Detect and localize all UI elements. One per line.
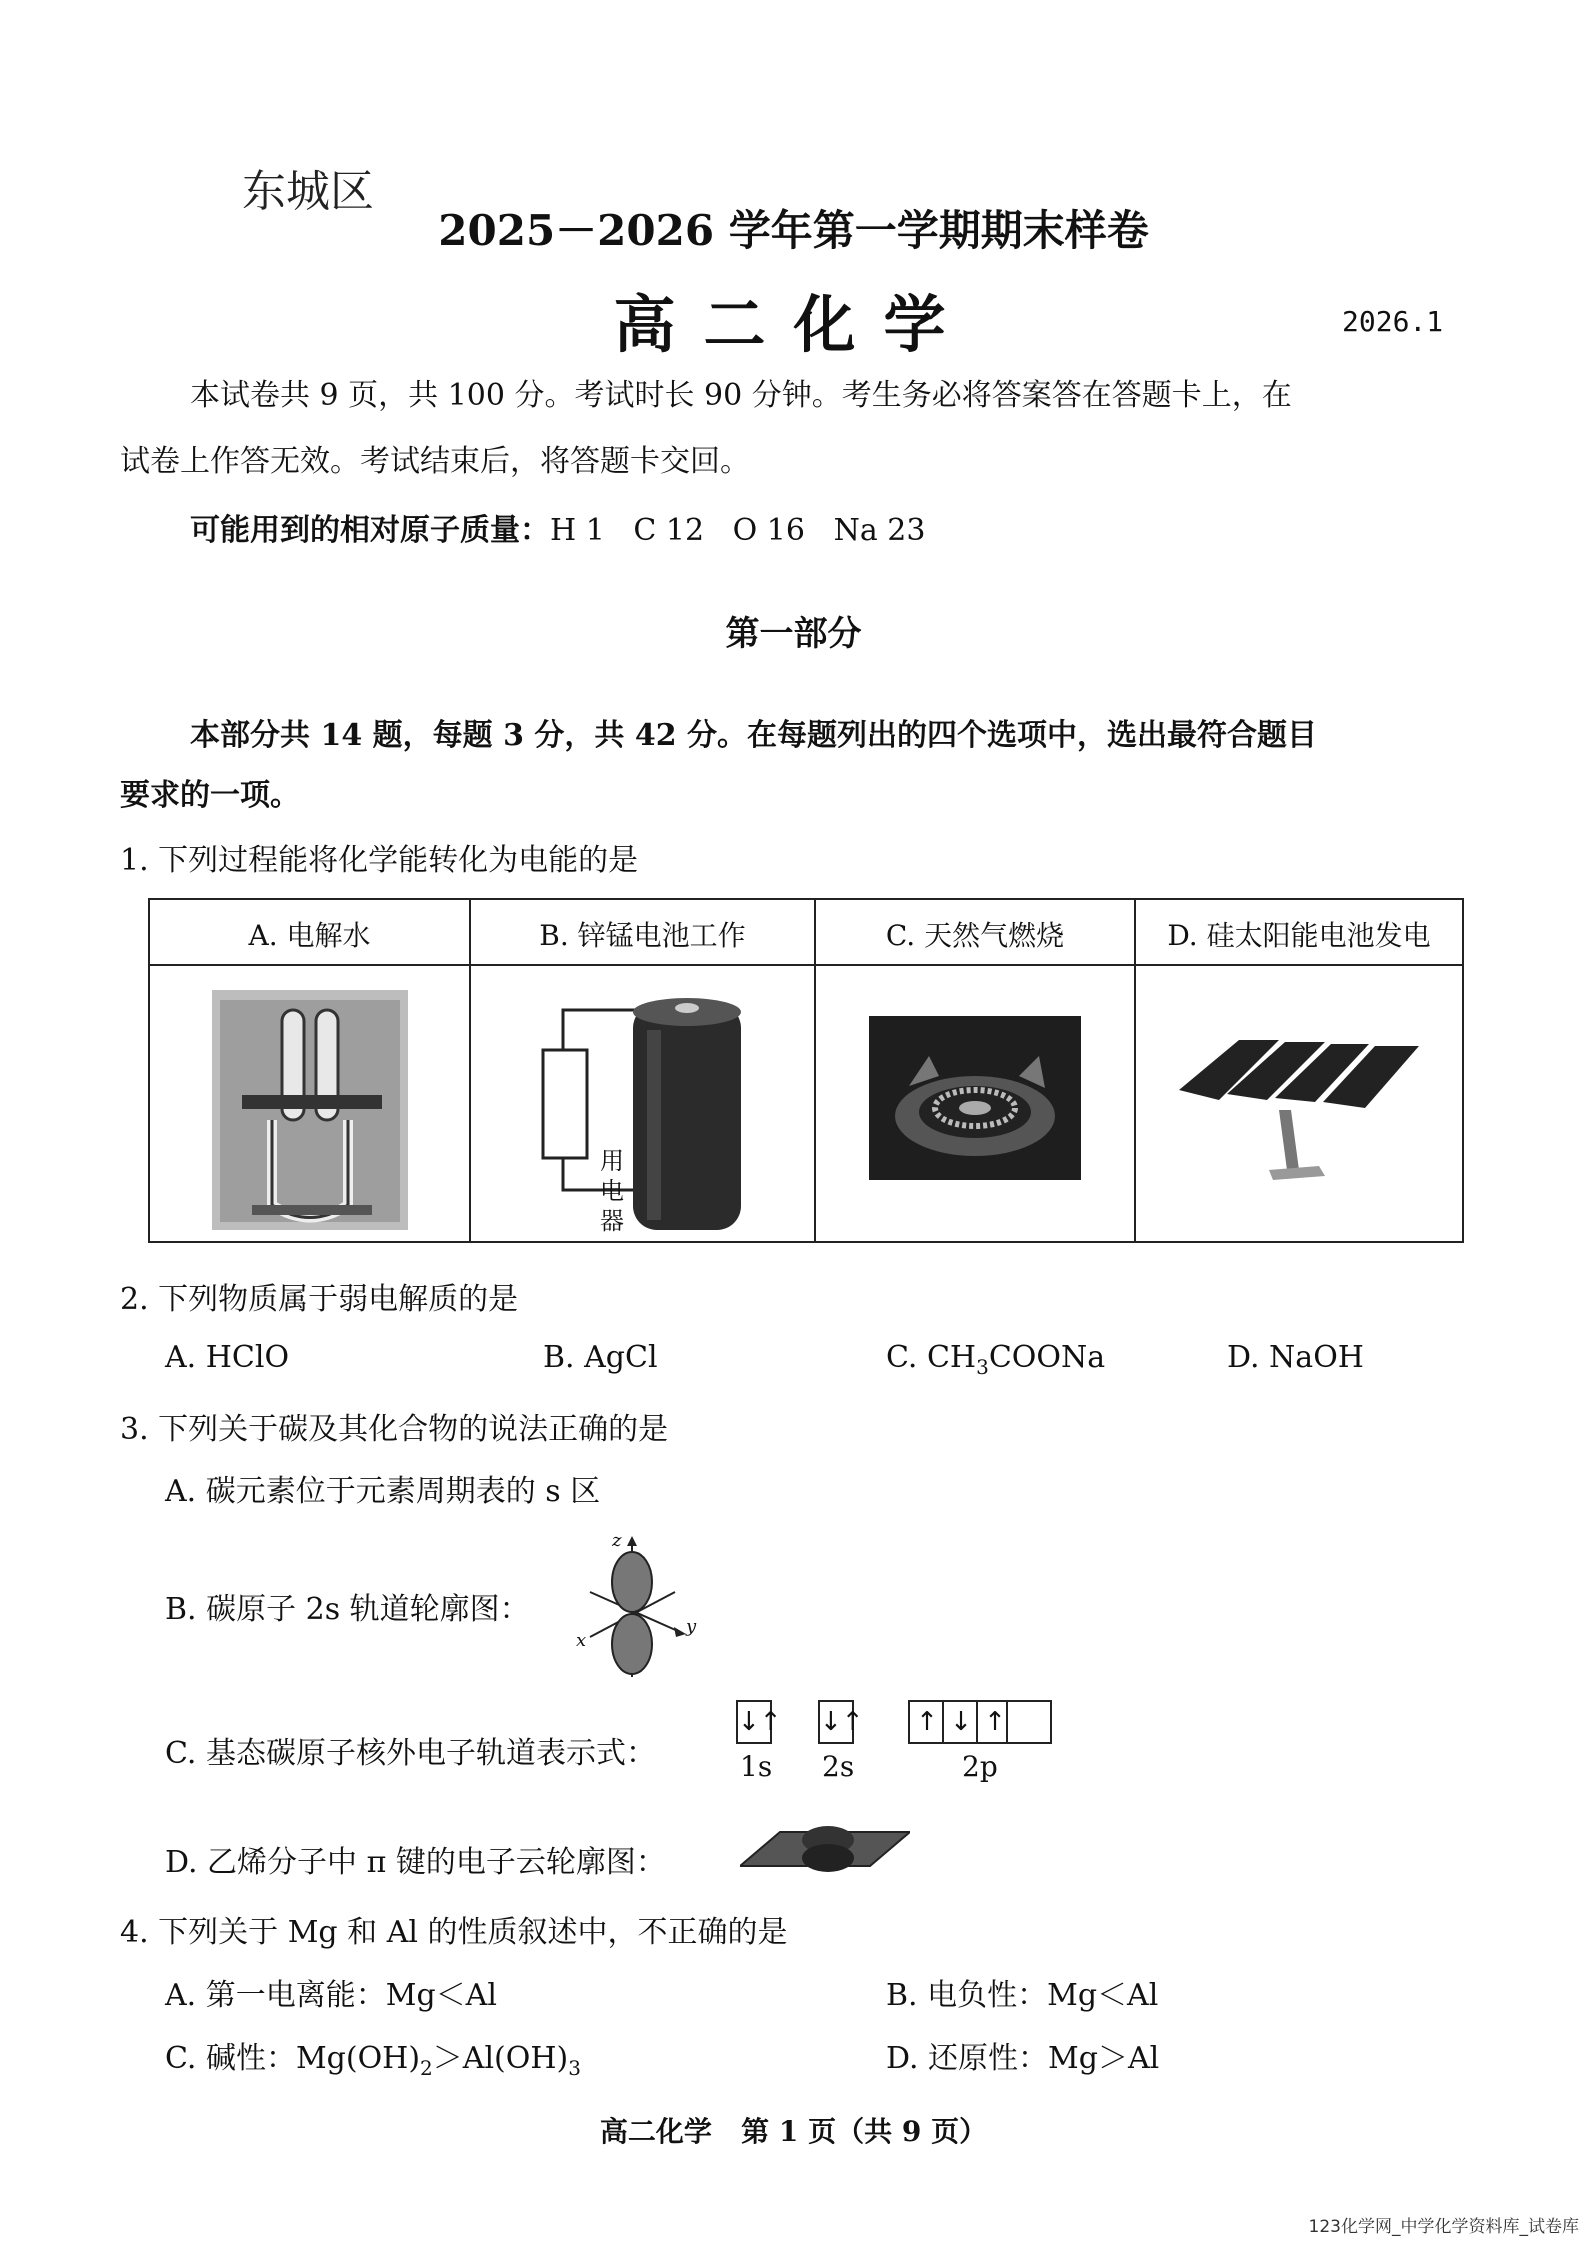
q2-option-c [886,1340,1105,1379]
orbital-diagram [736,1700,1056,1790]
q3-option-b: B. 碳原子 2s 轨道轮廓图： [165,1592,530,1627]
q2-option-c-subscript: 3 [976,1355,989,1379]
q4-option-c-prefix: C. 碱性：Mg(OH) [165,2041,421,2076]
q1-option-b [471,900,816,1241]
q4-option-c-sub2: 3 [568,2056,581,2080]
page-footer: 高二化学 第 1 页（共 9 页） [599,2115,988,2148]
atomic-masses-row [190,505,925,549]
solar-panel-image [1136,1020,1462,1190]
orbital-1s-label: 1s [740,1750,773,1783]
q1-option-c [816,900,1136,1241]
q1-option-b-label: B. 锌锰电池工作 [539,919,746,952]
exam-title: 2025－2026 学年第一学期期末样卷 [438,206,1149,255]
axis-y-label: y [686,1616,697,1637]
part1-intro-line-1: 本部分共 14 题，每题 3 分，共 42 分。在每题列出的四个选项中，选出最符合题目 [190,718,1318,753]
q1-options-table [148,898,1464,1243]
watermark: 123化学网_中学化学资料库_试卷库 [1308,2217,1579,2237]
q3-option-c: C. 基态碳原子核外电子轨道表示式： [165,1736,656,1771]
q4-option-c [165,2033,581,2080]
orbital-2p-label: 2p [962,1750,998,1783]
orbital-2p-box-2: ↓ [942,1700,978,1744]
q2-stem: 2. 下列物质属于弱电解质的是 [120,1282,519,1317]
q2-option-a: A. HClO [165,1340,290,1375]
part1-title: 第一部分 [725,614,862,654]
exam-date: 2026.1 [1342,305,1444,338]
orbital-2p-box-4 [1006,1700,1052,1744]
q2-option-d: D. NaOH [1227,1340,1364,1375]
q1-stem: 1. 下列过程能将化学能转化为电能的是 [120,843,639,878]
subject-title: 高二化学 [613,288,974,361]
q3-stem: 3. 下列关于碳及其化合物的说法正确的是 [120,1412,669,1447]
q1-option-d [1136,900,1462,1241]
q4-option-c-sub1: 2 [420,2056,433,2080]
instructions-line-1: 本试卷共 9 页，共 100 分。考试时长 90 分钟。考生务必将答案答在答题卡上，在 [190,378,1292,413]
zinc-manganese-battery-image [471,990,814,1240]
orbital-2p-box-3: ↑ [976,1700,1012,1744]
orbital-1s-box: ↓↑ [736,1700,772,1744]
axis-x-label: x [576,1630,587,1651]
device-label: 用电器 [600,1147,624,1235]
q4-option-a: A. 第一电离能：Mg＜Al [165,1978,497,2013]
pi-bond-diagram [740,1818,910,1880]
q4-option-b: B. 电负性：Mg＜Al [886,1978,1159,2013]
p-orbital-diagram [570,1532,700,1686]
axis-z-label: z [612,1530,622,1551]
atomic-masses-label: 可能用到的相对原子质量： [190,513,550,548]
q2-option-c-suffix: COONa [988,1340,1106,1375]
q1-option-a [150,900,471,1241]
q4-option-d: D. 还原性：Mg＞Al [886,2041,1160,2076]
q4-stem: 4. 下列关于 Mg 和 Al 的性质叙述中，不正确的是 [120,1915,788,1950]
q4-option-c-mid: ＞Al(OH) [432,2041,569,2076]
district-label: 东城区 [242,166,374,217]
orbital-2p-box-1: ↑ [908,1700,944,1744]
instructions-line-2: 试卷上作答无效。考试结束后，将答题卡交回。 [120,444,750,479]
q2-option-b: B. AgCl [543,1340,658,1375]
q3-option-a: A. 碳元素位于元素周期表的 s 区 [165,1474,601,1509]
q1-option-d-label: D. 硅太阳能电池发电 [1167,919,1431,952]
part1-intro-line-2: 要求的一项。 [120,778,300,813]
atomic-masses-values: H 1 C 12 O 16 Na 23 [550,513,926,548]
gas-stove-flame-image [816,1016,1134,1180]
orbital-2s-label: 2s [822,1750,855,1783]
q1-option-c-label: C. 天然气燃烧 [885,919,1065,952]
q1-option-a-label: A. 电解水 [248,919,371,952]
orbital-2s-box: ↓↑ [818,1700,854,1744]
q3-option-d: D. 乙烯分子中 π 键的电子云轮廓图： [165,1845,666,1880]
electrolysis-apparatus-image [150,990,469,1230]
q2-option-c-prefix: C. CH [886,1340,977,1375]
